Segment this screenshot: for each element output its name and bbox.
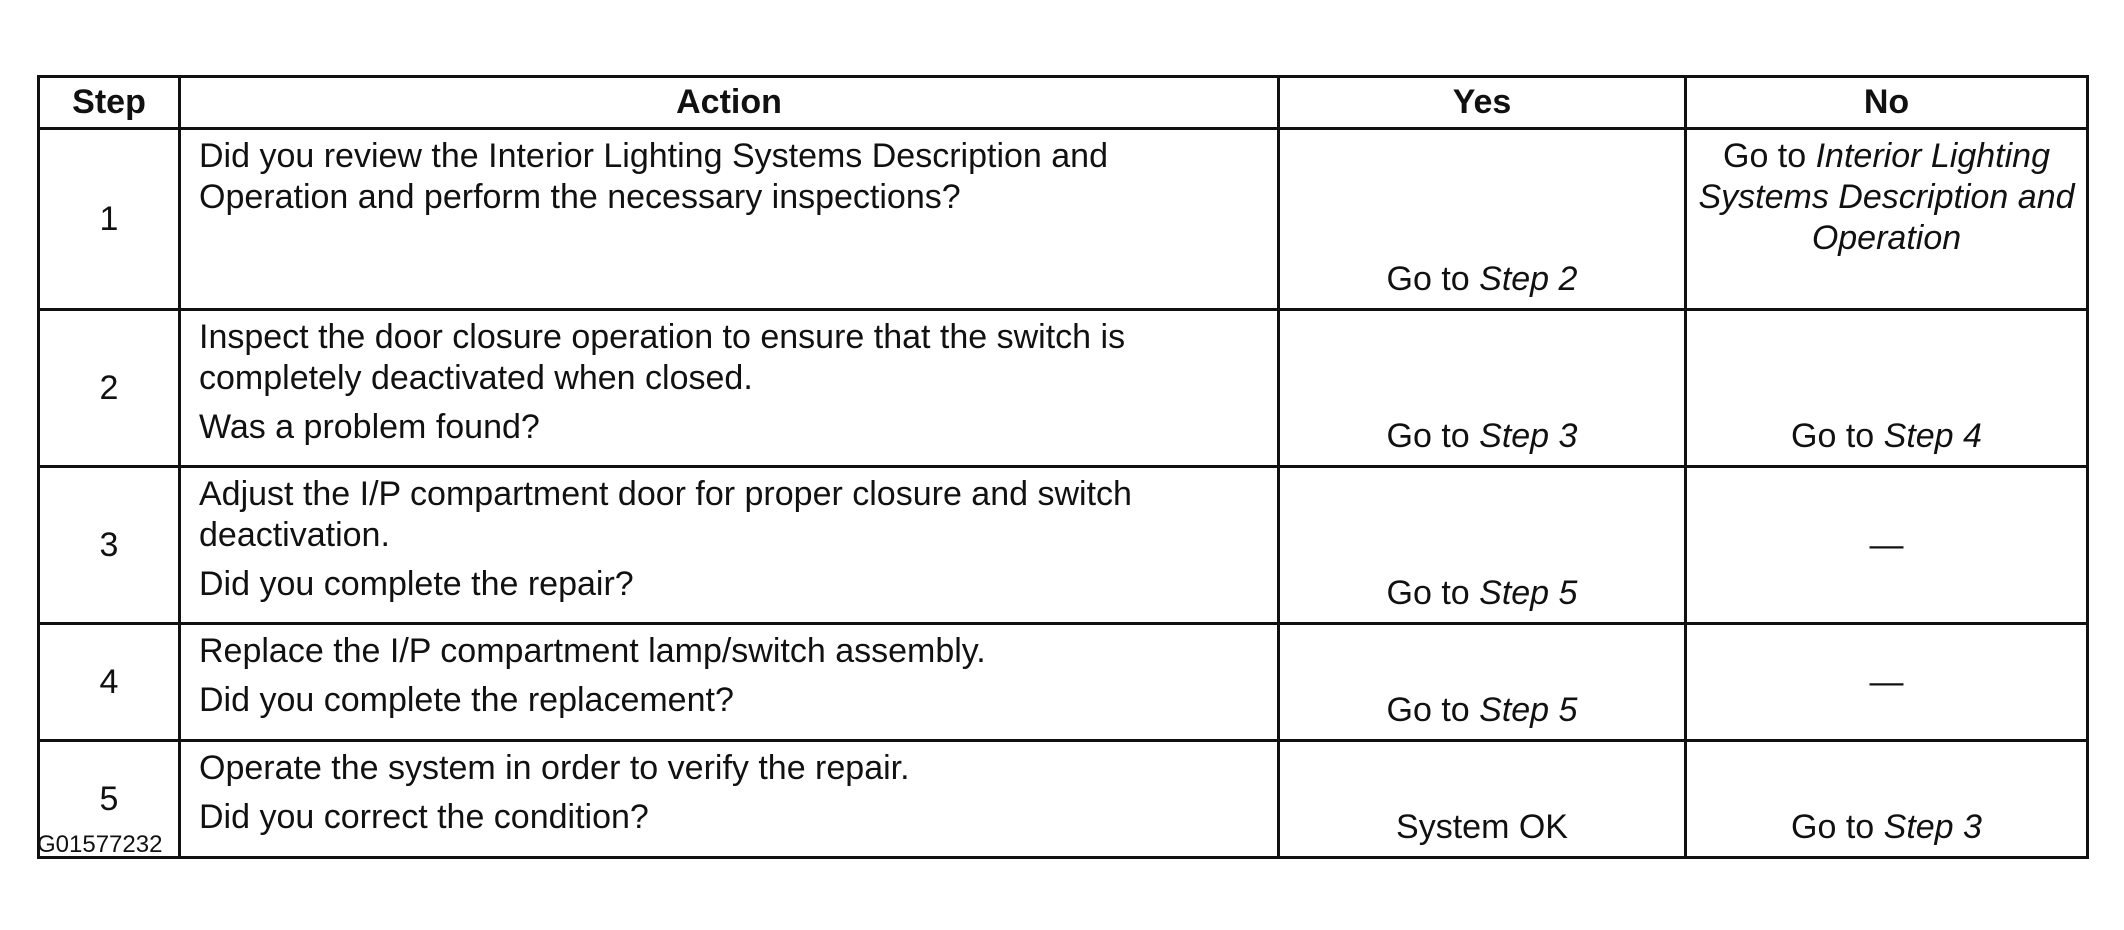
yes-prefix: Go to xyxy=(1386,260,1480,298)
action-question: Was a problem found? xyxy=(199,408,540,446)
action-cell xyxy=(180,310,1279,467)
action-text: Adjust the I/P compartment door for proper closure and switch deactivation. xyxy=(199,475,1132,554)
header-action: Action xyxy=(180,77,1279,129)
no-cell xyxy=(1686,467,2088,624)
no-cell xyxy=(1686,741,2088,858)
table-row xyxy=(39,624,2088,741)
no-dash: — xyxy=(1869,525,1904,564)
action-question: Did you complete the repair? xyxy=(199,565,634,603)
yes-step-link[interactable]: Step 5 xyxy=(1479,574,1578,612)
yes-prefix: Go to xyxy=(1386,417,1480,455)
action-question: Did you complete the replacement? xyxy=(199,681,734,719)
step-number: 2 xyxy=(39,310,180,467)
no-reference-link[interactable]: Interior Lighting Systems Description and Operation xyxy=(1698,137,2075,257)
action-question: Did you correct the condition? xyxy=(199,798,649,836)
no-prefix: Go to xyxy=(1791,808,1884,846)
no-step-link[interactable]: Step 4 xyxy=(1883,417,1982,455)
table-row xyxy=(39,467,2088,624)
header-no: No xyxy=(1686,77,2088,129)
diagnostic-table xyxy=(37,75,2089,859)
no-step-link[interactable]: Step 3 xyxy=(1883,808,1982,846)
yes-cell xyxy=(1279,624,1686,741)
yes-step-link[interactable]: Step 2 xyxy=(1479,260,1578,298)
action-text: Replace the I/P compartment lamp/switch assembly. xyxy=(199,632,986,670)
no-dash: — xyxy=(1869,662,1904,701)
table-header-row xyxy=(39,77,2088,129)
step-number: 4 xyxy=(39,624,180,741)
table-row xyxy=(39,129,2088,310)
yes-step-link[interactable]: Step 5 xyxy=(1479,691,1578,729)
no-cell xyxy=(1686,310,2088,467)
yes-cell xyxy=(1279,310,1686,467)
yes-cell xyxy=(1279,467,1686,624)
no-cell xyxy=(1686,129,2088,310)
step-number: 3 xyxy=(39,467,180,624)
action-cell xyxy=(180,624,1279,741)
yes-step-link[interactable]: Step 3 xyxy=(1479,417,1578,455)
step-number: 5 xyxy=(39,741,180,858)
table-row xyxy=(39,310,2088,467)
header-step: Step xyxy=(39,77,180,129)
step-number: 1 xyxy=(39,129,180,310)
no-prefix: Go to xyxy=(1791,417,1884,455)
action-cell xyxy=(180,129,1279,310)
no-cell xyxy=(1686,624,2088,741)
action-cell xyxy=(180,741,1279,858)
yes-cell xyxy=(1279,741,1686,858)
action-text: Did you review the Interior Lighting Systems Description and Operation and perform the necessary inspections? xyxy=(199,137,1108,216)
diagnostic-table-container xyxy=(37,75,2086,859)
action-cell xyxy=(180,467,1279,624)
table-row xyxy=(39,741,2088,858)
yes-result: System OK xyxy=(1396,808,1568,846)
document-id: G01577232 xyxy=(37,831,163,858)
no-prefix: Go to xyxy=(1723,137,1816,175)
header-yes: Yes xyxy=(1279,77,1686,129)
action-text: Operate the system in order to verify the repair. xyxy=(199,749,910,787)
yes-cell xyxy=(1279,129,1686,310)
action-text: Inspect the door closure operation to ensure that the switch is completely deactivated when closed. xyxy=(199,318,1126,397)
yes-prefix: Go to xyxy=(1386,691,1480,729)
yes-prefix: Go to xyxy=(1386,574,1480,612)
